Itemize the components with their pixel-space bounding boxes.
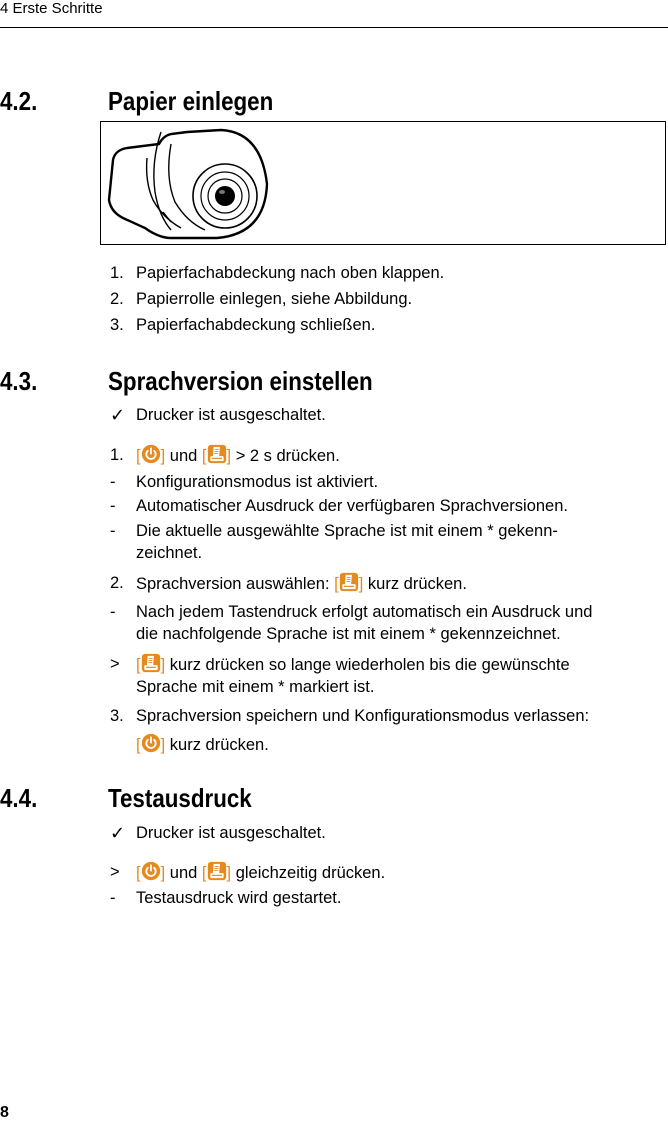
power-icon [141,733,161,753]
step-text [136,653,662,698]
step-text-prefix: Sprachversion auswählen: [136,575,330,593]
power-icon [141,444,161,464]
step-marker: > [110,863,120,881]
step-text-line: Nach jedem Tastendruck erfolgt automatisch ein Ausdruck und [136,603,593,621]
feed-key: [ ] [202,861,231,884]
feed-key: [ ] [136,653,165,676]
step-marker: - [110,497,116,515]
step-marker: 3. [110,707,124,725]
step-text: Papierrolle einlegen, siehe Abbildung. [136,290,413,308]
paper-feed-icon [207,444,227,464]
header-divider [0,27,668,28]
step-marker: > [110,655,120,673]
step-text-suffix: kurz drücken so lange wiederholen bis die gewünschte [169,656,570,674]
paper-feed-icon [141,653,161,673]
section-number: 4.3. [0,366,38,396]
step-text-and: und [169,864,198,882]
step-text [136,572,662,595]
step-text-suffix: kurz drücken. [367,575,467,593]
feed-key: [ ] [334,572,363,595]
step-text-suffix: kurz drücken. [169,736,269,754]
step-text-suffix: gleichzeitig drücken. [235,864,386,882]
step-text [136,520,662,564]
step-text: Testausdruck wird gestartet. [136,889,342,907]
paper-feed-icon [207,861,227,881]
power-key: [ ] [136,444,165,467]
step-marker: 2. [110,290,124,308]
step-text [136,444,662,467]
step-text-and: und [169,447,198,465]
power-key: [ ] [136,861,165,884]
running-header: 4 Erste Schritte [0,0,103,17]
checkmark-icon: ✓ [110,405,126,425]
step-marker: 3. [110,316,124,334]
step-text: Drucker ist ausgeschaltet. [136,824,326,842]
step-marker: - [110,603,116,621]
feed-key: [ ] [202,444,231,467]
step-marker: - [110,522,116,540]
power-icon [141,861,161,881]
step-text: Konfigurationsmodus ist aktiviert. [136,473,379,491]
step-text: Papierfachabdeckung nach oben klappen. [136,264,445,282]
step-text [136,705,662,756]
section-title: Sprachversion einstellen [108,366,373,396]
step-text-line: Die aktuelle ausgewählte Sprache ist mit einem * gekenn- [136,522,558,540]
step-text-line: Sprache mit einem * markiert ist. [136,678,375,696]
step-marker: 2. [110,574,124,592]
power-key: [ ] [136,733,165,756]
section-number: 4.4. [0,783,38,813]
paper-roll-figure [100,121,666,245]
page-number: 8 [0,1104,9,1121]
paper-feed-icon [339,572,359,592]
step-marker: 1. [110,264,124,282]
section-title: Testausdruck [108,783,252,813]
section-title: Papier einlegen [108,86,274,116]
checkmark-icon: ✓ [110,823,126,843]
step-text: Drucker ist ausgeschaltet. [136,406,326,424]
step-marker: 1. [110,446,124,464]
step-text: Papierfachabdeckung schließen. [136,316,376,334]
paper-roll-illustration [101,122,665,244]
step-text: Automatischer Ausdruck der verfügbaren Sprachversionen. [136,497,568,515]
step-text-suffix: > 2 s drücken. [235,447,340,465]
section-number: 4.2. [0,86,38,116]
step-text-line: Sprachversion speichern und Konfigurationsmodus verlassen: [136,707,590,725]
step-marker: - [110,889,116,907]
step-text [136,601,662,645]
step-text [136,861,662,884]
step-text-line: zeichnet. [136,544,203,562]
step-text-line: die nachfolgende Sprache ist mit einem * gekennzeichnet. [136,625,561,643]
step-marker: - [110,473,116,491]
